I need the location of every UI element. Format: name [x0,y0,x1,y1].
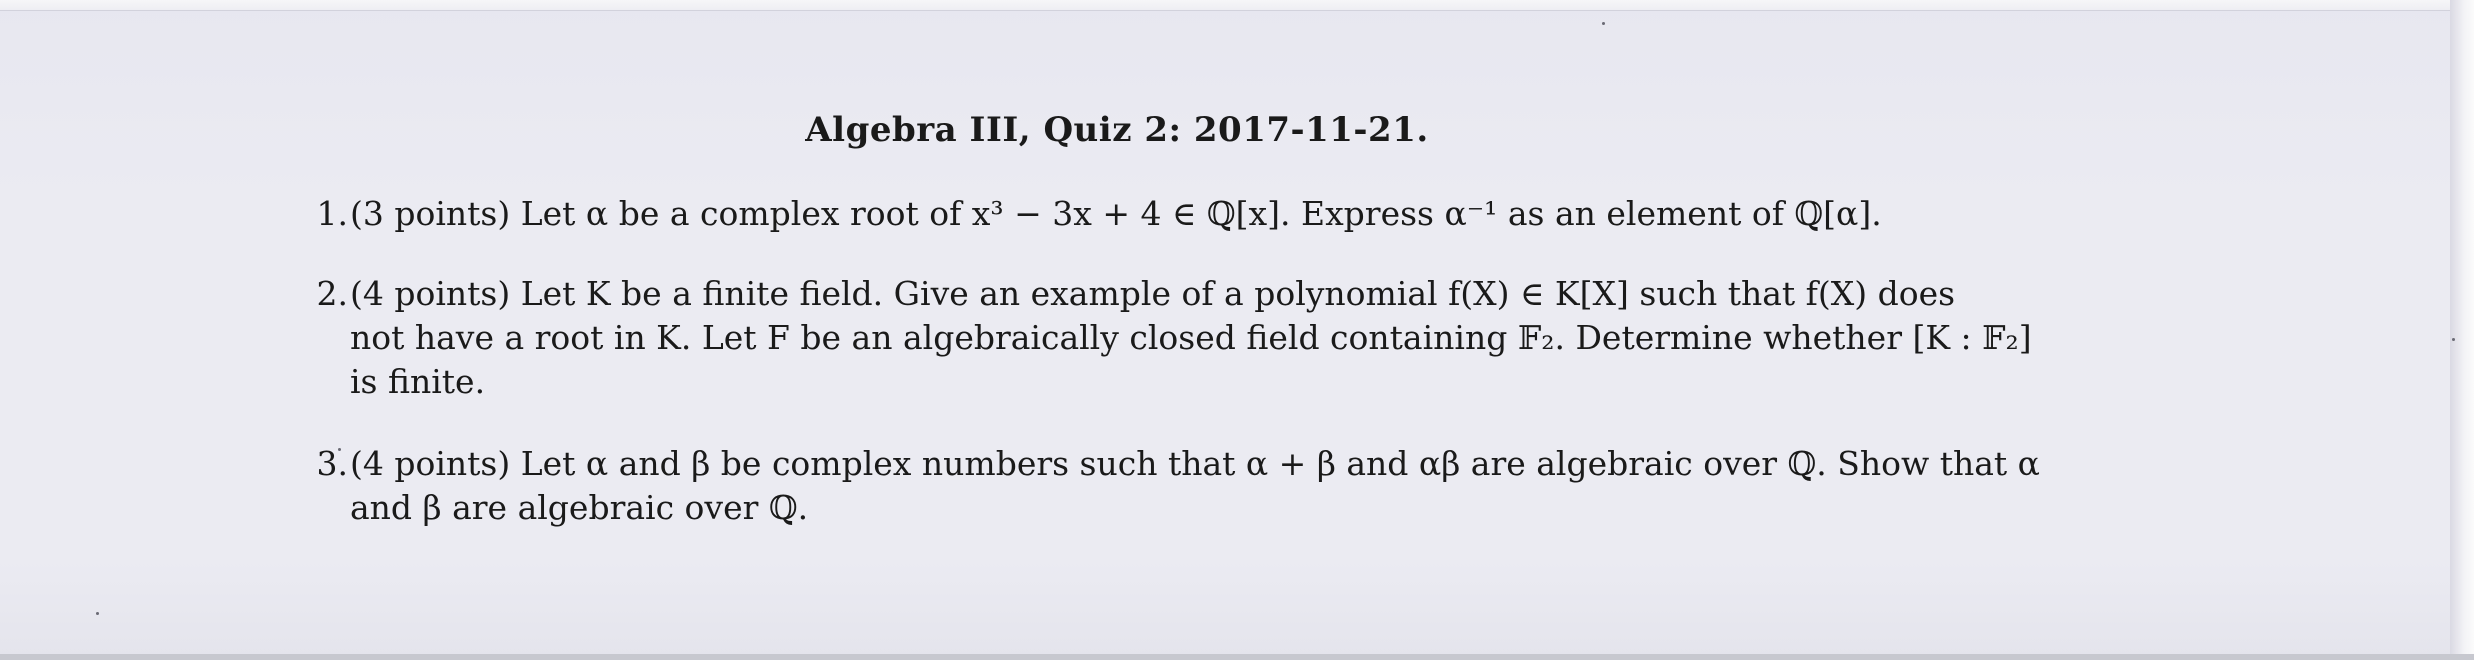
scan-edge-top [0,0,2474,11]
dust-speck [2452,338,2455,341]
problem-number: 2. [316,274,348,313]
scan-edge-bottom [0,654,2474,660]
quiz-title-text: Algebra III, Quiz 2: 2017-11-21. [805,110,1429,150]
problem-line: is finite. [350,362,486,401]
problem-line: (4 points) Let K be a finite field. Give an example of a polynomial f(X) ∈ K[X] such that f(X) does [350,274,1956,313]
problem-number: 1. [316,194,348,233]
problem-2 [316,272,2170,404]
dust-speck [1602,22,1605,25]
problem-3 [316,442,2170,530]
dust-speck [96,612,99,615]
problem-line: (4 points) Let α and β be complex numbers such that α + β and αβ are algebraic over ℚ. Show that α [350,444,2040,483]
problem-1 [316,192,2170,236]
problem-line: not have a root in K. Let F be an algebraically closed field containing 𝔽₂. Determine whether [K : 𝔽₂] [350,318,2032,357]
problem-line: and β are algebraic over ℚ. [350,488,809,527]
problem-line: (3 points) Let α be a complex root of x³ − 3x + 4 ∈ ℚ[x]. Express α⁻¹ as an element of ℚ[α]. [350,194,1882,233]
problem-number: 3. [316,444,348,483]
scan-edge-right [2450,0,2474,660]
quiz-title [0,110,2474,150]
